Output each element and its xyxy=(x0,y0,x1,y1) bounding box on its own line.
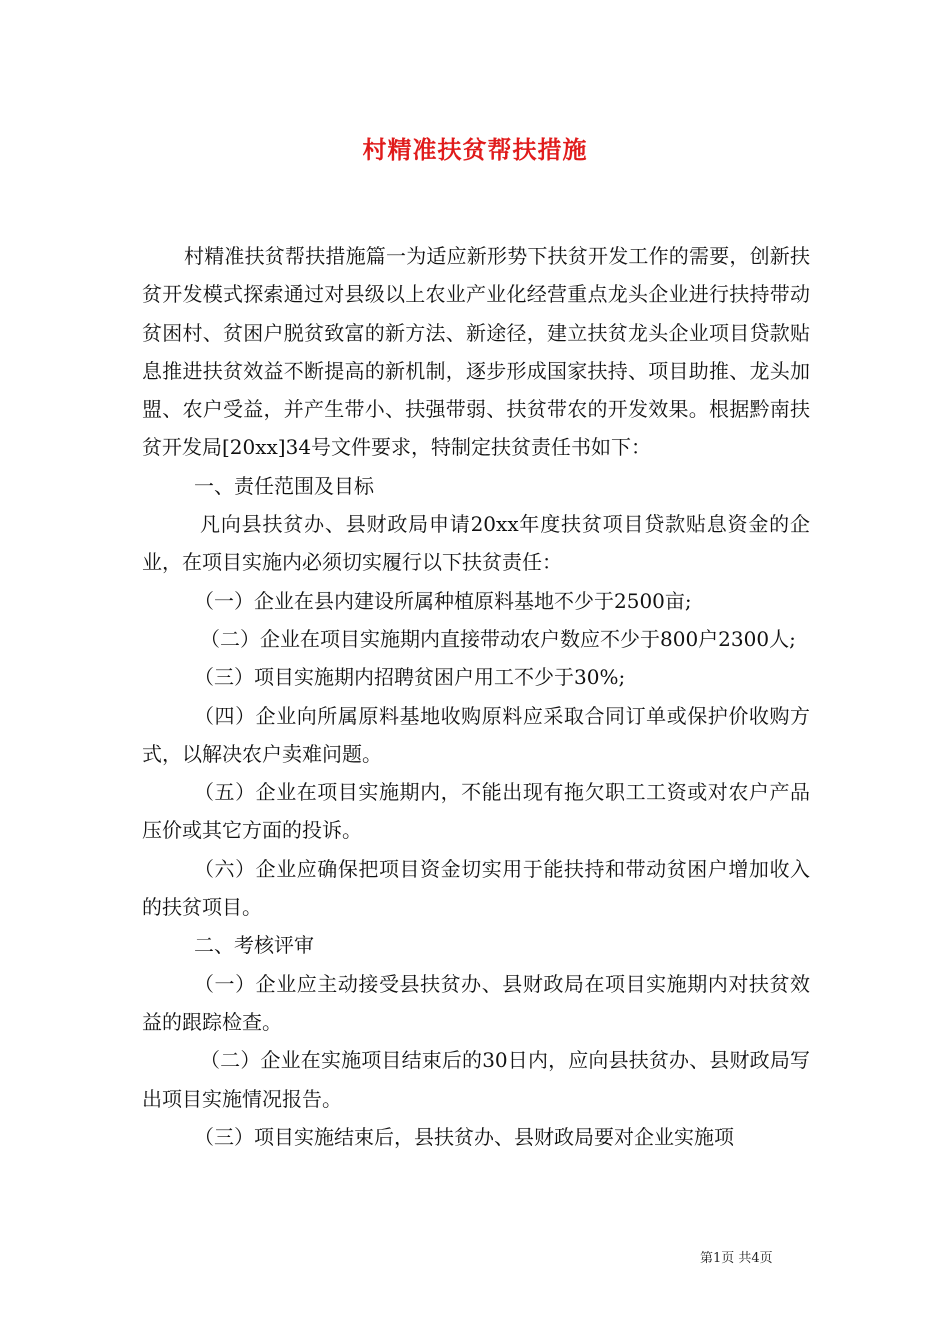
list-item-2-2: （二）企业在实施项目结束后的30日内，应向县扶贫办、县财政局写出项目实施情况报告。 xyxy=(142,1048,810,1111)
document-body xyxy=(142,237,810,1156)
section-heading-1: 一、责任范围及目标 xyxy=(194,473,374,498)
list-item-1-1: （一）企业在县内建设所属种植原料基地不少于2500亩; xyxy=(194,588,692,613)
list-item-1-2: （二）企业在项目实施期内直接带动农户数应不少于800户2300人; xyxy=(200,626,796,651)
list-item-1-3: （三）项目实施期内招聘贫困户用工不少于30%; xyxy=(194,665,626,690)
paragraph-intro: 村精准扶贫帮扶措施篇一为适应新形势下扶贫开发工作的需要，创新扶贫开发模式探索通过对县级以上农业产业化经营重点龙头企业进行扶持带动贫困村、贫困户脱贫致富的新方法、新途径，建立扶贫龙头企业项目贷款贴息推进扶贫效益不断提高的新机制，逐步形成国家扶持、项目助推、龙头加盟、农户受益，并产生带小、扶强带弱、扶贫带农的开发效果。根据黔南扶贫开发局[20xx]34号文件要求，特制定扶贫责任书如下： xyxy=(142,244,810,460)
paragraph-scope: 凡向县扶贫办、县财政局申请20xx年度扶贫项目贷款贴息资金的企业，在项目实施内必须切实履行以下扶贫责任： xyxy=(142,512,810,575)
list-item-1-4: （四）企业向所属原料基地收购原料应采取合同订单或保护价收购方式，以解决农户卖难问题。 xyxy=(142,703,810,766)
section-heading-2: 二、考核评审 xyxy=(194,933,314,958)
document-title: 村精准扶贫帮扶措施 xyxy=(362,135,588,164)
list-item-1-6: （六）企业应确保把项目资金切实用于能扶持和带动贫困户增加收入的扶贫项目。 xyxy=(142,856,810,920)
list-item-2-3: （三）项目实施结束后，县扶贫办、县财政局要对企业实施项 xyxy=(194,1124,734,1149)
page-number: 第1页 共4页 xyxy=(700,1251,773,1266)
list-item-1-5: （五）企业在项目实施期内，不能出现有拖欠职工工资或对农户产品压价或其它方面的投诉。 xyxy=(142,780,810,843)
list-item-2-1: （一）企业应主动接受县扶贫办、县财政局在项目实施期内对扶贫效益的跟踪检查。 xyxy=(142,971,810,1034)
